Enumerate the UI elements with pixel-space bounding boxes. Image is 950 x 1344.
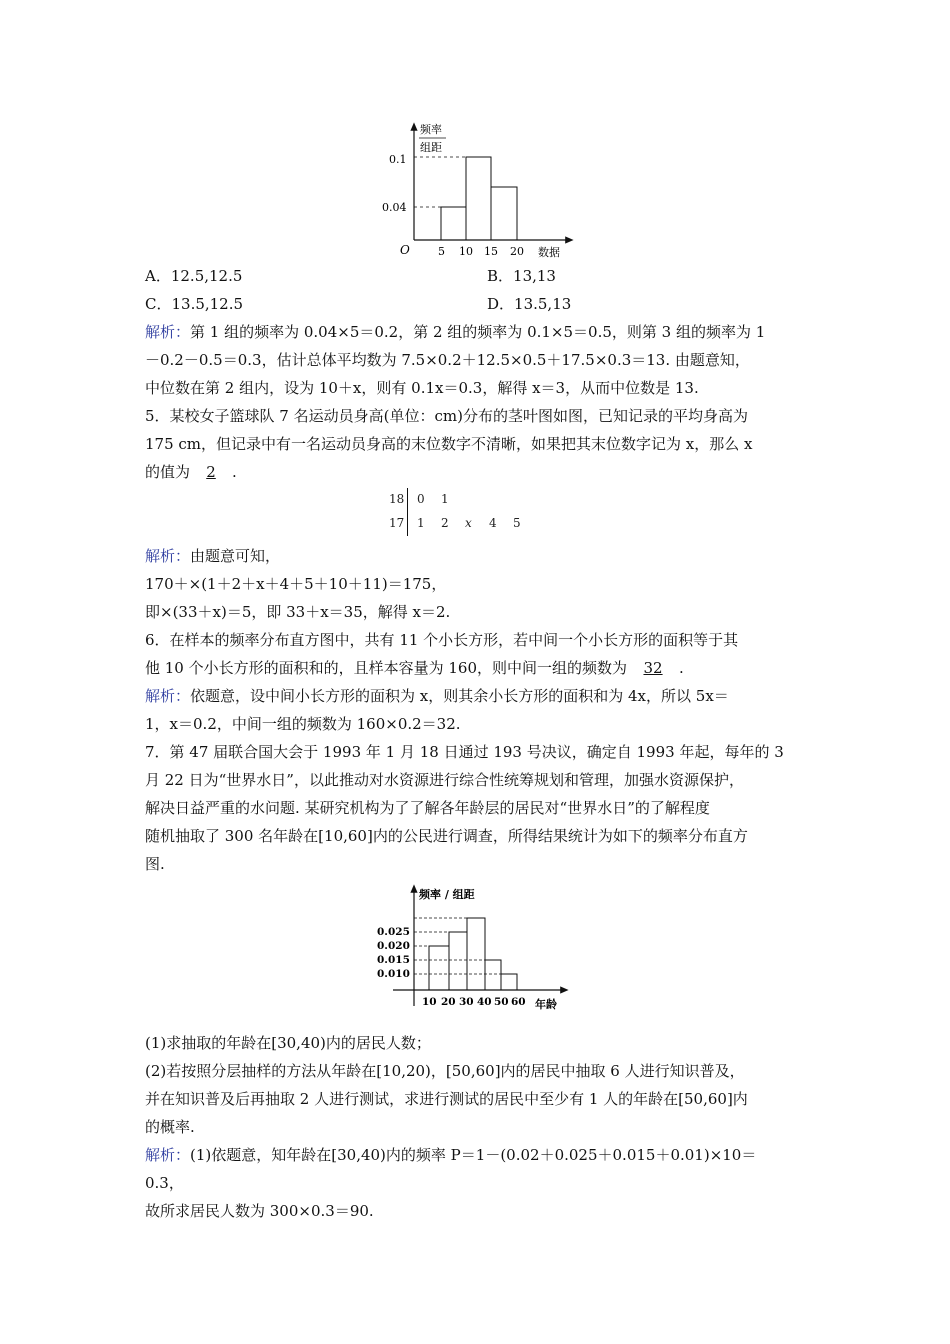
solution-5-line-2: 170＋×(1＋2＋x＋4＋5＋10＋11)＝175，: [145, 575, 447, 593]
stem-divider: [407, 488, 408, 536]
solution-5-line-3: 即×(33＋x)＝5，即 33＋x＝35，解得 x＝2.: [145, 603, 451, 621]
x-label: 数据: [538, 246, 560, 259]
leaf-17-5: 5: [513, 516, 521, 530]
x-tick-20: 20: [441, 996, 456, 1008]
solution-6-line-2: 1，x＝0.2，中间一组的频数为 160×0.2＝32.: [145, 715, 461, 733]
y-tick-0.025: 0.025: [377, 926, 410, 938]
question-7-part-2-line-1: (2)若按照分层抽样的方法从年龄在[10,20)，[50,60]内的居民中抽取 6 人进行知识普及，: [145, 1062, 745, 1080]
x-tick-10: 10: [422, 996, 437, 1008]
question-5-line-3: [145, 462, 237, 482]
option-a: A．12.5,12.5: [145, 267, 243, 285]
solution-text: 第 1 组的频率为 0.04×5＝0.2，第 2 组的频率为 0.1×5＝0.5，则第 3 组的频率为 1: [190, 323, 766, 341]
solution-6-line-1: [145, 686, 729, 706]
solution-text: (1)依题意，知年龄在[30,40)内的频率 P＝1－(0.02＋0.025＋0.015＋0.01)×10＝: [190, 1146, 757, 1164]
solution-4-line-3: 中位数在第 2 组内，设为 10＋x，则有 0.1x＝0.3，解得 x＝3，从而中位数是 13.: [145, 379, 699, 397]
bar-50-60: [501, 974, 517, 990]
y-label-bottom: 组距: [420, 141, 442, 154]
solution-4-line-2: －0.2－0.5＝0.3，估计总体平均数为 7.5×0.2＋12.5×0.5＋17.5×0.3＝13. 由题意知，: [145, 351, 750, 369]
leaf-17-1: 1: [417, 516, 425, 530]
option-c: C．13.5,12.5: [145, 295, 244, 313]
x-tick-40: 40: [477, 996, 492, 1008]
y-label: 频率 / 组距: [419, 888, 475, 901]
question-7-line-2: 月 22 日为“世界水日”，以此推动对水资源进行综合性统筹规划和管理，加强水资源保护，: [145, 771, 744, 789]
leaf-17-2: 2: [441, 516, 449, 530]
option-d: D．13.5,13: [487, 295, 572, 313]
bar-5-10: [441, 207, 466, 240]
question-text-end: .: [232, 463, 237, 481]
option-b: B．13,13: [487, 267, 556, 285]
bar-15-20: [491, 187, 517, 240]
x-tick-10: 10: [459, 245, 473, 258]
question-5-line-2: 175 cm，但记录中有一名运动员身高的末位数字不清晰，如果把其末位数字记为 x，那么 x: [145, 435, 753, 453]
question-7-line-4: 随机抽取了 300 名年龄在[10,60]内的公民进行调查，所得结果统计为如下的频率分布直方: [145, 827, 748, 845]
answer-value: 32: [643, 659, 663, 677]
solution-text: 由题意可知，: [190, 547, 281, 565]
bar-30-40: [467, 918, 485, 990]
solution-text: 依题意，设中间小长方形的面积为 x，则其余小长方形的面积和为 4x，所以 5x＝: [190, 687, 729, 705]
y-tick-0.1: 0.1: [389, 153, 407, 166]
solution-label: 解析：: [145, 687, 191, 705]
answer-blank: [627, 658, 679, 678]
y-tick-0.015: 0.015: [377, 954, 410, 966]
x-tick-5: 5: [438, 245, 445, 258]
question-text: 的值为: [145, 463, 191, 481]
bar-10-20: [429, 946, 449, 990]
y-tick-0.04: 0.04: [382, 201, 407, 214]
question-7-line-1: 7．第 47 届联合国大会于 1993 年 1 月 18 日通过 193 号决议，确定自 1993 年起，每年的 3: [145, 743, 784, 761]
leaf-17-x: x: [465, 516, 472, 530]
histogram-2: [375, 884, 575, 1026]
solution-label: 解析：: [145, 547, 191, 565]
question-7-line-3: 解决日益严重的水问题. 某研究机构为了了解各年龄层的居民对“世界水日”的了解程度: [145, 799, 710, 817]
question-7-part-1: (1)求抽取的年龄在[30,40)内的居民人数；: [145, 1034, 431, 1052]
x-label: 年龄: [535, 998, 557, 1011]
stem-18: 18: [389, 492, 405, 506]
solution-4-line-1: [145, 322, 765, 342]
x-tick-20: 20: [510, 245, 524, 258]
question-6-line-2: [145, 658, 684, 678]
y-label-top: 频率: [420, 123, 442, 136]
leaf-18-1: 1: [441, 492, 449, 506]
solution-7-line-2: 0.3，: [145, 1174, 184, 1192]
question-7-line-5: 图.: [145, 855, 165, 873]
x-tick-50: 50: [494, 996, 509, 1008]
stem-leaf-plot: [385, 488, 535, 538]
solution-label: 解析：: [145, 323, 191, 341]
bar-40-50: [485, 960, 501, 990]
question-6-line-1: 6．在样本的频率分布直方图中，共有 11 个小长方形，若中间一个小长方形的面积等于其: [145, 631, 739, 649]
x-tick-15: 15: [484, 245, 498, 258]
x-tick-30: 30: [459, 996, 474, 1008]
solution-7-line-1: [145, 1145, 756, 1165]
question-7-part-2-line-2: 并在知识普及后再抽取 2 人进行测试，求进行测试的居民中至少有 1 人的年龄在[50,60]内: [145, 1090, 748, 1108]
question-7-part-2-line-3: 的概率.: [145, 1118, 195, 1136]
solution-7-line-3: 故所求居民人数为 300×0.3＝90.: [145, 1202, 374, 1220]
leaf-17-4: 4: [489, 516, 497, 530]
question-text-end: .: [679, 659, 684, 677]
x-tick-60: 60: [511, 996, 526, 1008]
solution-5-line-1: [145, 546, 280, 566]
question-5-line-1: 5．某校女子篮球队 7 名运动员身高(单位：cm)分布的茎叶图如图，已知记录的平均身高为: [145, 407, 748, 425]
bar-20-30: [449, 932, 467, 990]
stem-17: 17: [389, 516, 405, 530]
bar-10-15: [466, 157, 491, 240]
y-tick-0.020: 0.020: [377, 940, 410, 952]
solution-label: 解析：: [145, 1146, 191, 1164]
y-tick-0.010: 0.010: [377, 968, 410, 980]
leaf-18-0: 0: [417, 492, 425, 506]
origin-label: O: [400, 243, 410, 257]
answer-value: 2: [206, 463, 216, 481]
question-text: 他 10 个小长方形的面积和的，且样本容量为 160，则中间一组的频数为: [145, 659, 628, 677]
answer-blank: [190, 462, 232, 482]
histogram-1: [380, 118, 580, 263]
